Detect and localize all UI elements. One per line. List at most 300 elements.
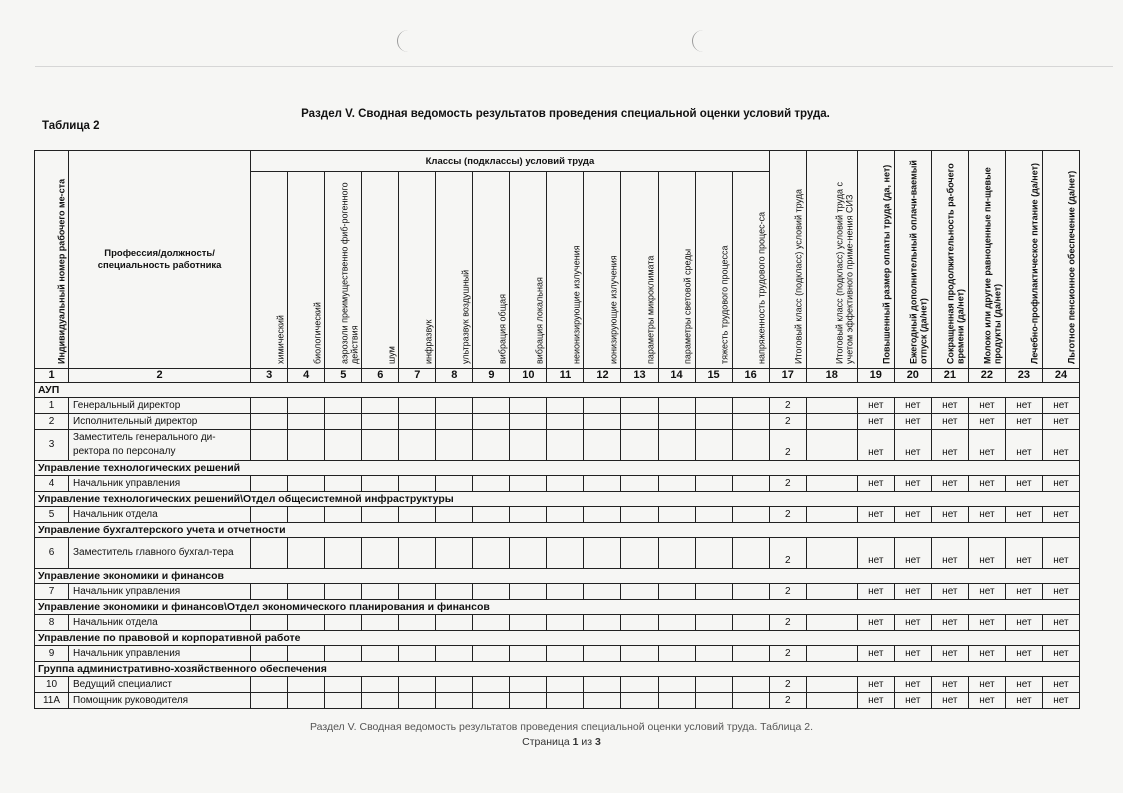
factor-cell — [325, 538, 362, 569]
factor-cell — [732, 615, 769, 631]
factor-cell — [695, 414, 732, 430]
factor-cell — [325, 646, 362, 662]
guarantee-cell: нет — [894, 615, 931, 631]
factor-cell — [547, 507, 584, 523]
factor-cell — [695, 398, 732, 414]
table-row — [35, 507, 1080, 523]
final-class-cell: 2 — [769, 430, 806, 461]
column-number: 6 — [362, 369, 399, 383]
factor-cell — [732, 646, 769, 662]
guarantee-cell: нет — [1042, 507, 1079, 523]
guarantee-cell: нет — [857, 538, 894, 569]
section-title: Управление экономики и финансов\Отдел экономического планирования и финансов — [35, 600, 1080, 615]
page-current: 1 — [572, 736, 579, 748]
section-title: Управление бухгалтерского учета и отчетности — [35, 523, 1080, 538]
col-header-id: Индивидуальный номер рабочего ме-ста — [35, 151, 69, 369]
factor-cell — [621, 476, 658, 492]
table-row — [35, 398, 1080, 414]
col-header-factor: химический — [251, 172, 288, 369]
factor-cell — [621, 538, 658, 569]
guarantee-cell: нет — [1005, 507, 1042, 523]
factor-cell — [547, 538, 584, 569]
guarantee-cell: нет — [1042, 693, 1079, 709]
col-header-factor: тяжесть трудового процесса — [695, 172, 732, 369]
factor-cell — [288, 430, 325, 461]
section-header-row — [35, 383, 1080, 398]
factor-cell — [695, 538, 732, 569]
profession-cell: Ведущий специалист — [69, 677, 251, 693]
column-number: 24 — [1042, 369, 1079, 383]
factor-cell — [362, 398, 399, 414]
factor-cell — [584, 507, 621, 523]
factor-cell — [436, 584, 473, 600]
factor-cell — [695, 615, 732, 631]
column-number: 18 — [806, 369, 857, 383]
factor-cell — [732, 693, 769, 709]
profession-cell: Начальник отдела — [69, 507, 251, 523]
guarantee-cell: нет — [894, 693, 931, 709]
final-class-siz-cell — [806, 398, 857, 414]
guarantee-cell: нет — [857, 615, 894, 631]
factor-cell — [288, 398, 325, 414]
guarantee-cell: нет — [931, 538, 968, 569]
workplace-id: 7 — [35, 584, 69, 600]
factor-cell — [621, 677, 658, 693]
column-number: 8 — [436, 369, 473, 383]
column-number-row — [35, 369, 1080, 383]
factor-cell — [362, 693, 399, 709]
page-heading: Раздел V. Сводная ведомость результатов проведения специальной оценки условий труда. — [301, 108, 830, 120]
guarantee-cell: нет — [894, 414, 931, 430]
guarantee-cell: нет — [968, 538, 1005, 569]
guarantee-cell: нет — [1042, 677, 1079, 693]
factor-cell — [658, 693, 695, 709]
final-class-siz-cell — [806, 693, 857, 709]
guarantee-cell: нет — [857, 677, 894, 693]
guarantee-cell: нет — [857, 507, 894, 523]
page-prefix: Страница — [522, 736, 570, 748]
column-number: 10 — [510, 369, 547, 383]
column-number: 20 — [894, 369, 931, 383]
final-class-cell: 2 — [769, 584, 806, 600]
column-number: 11 — [547, 369, 584, 383]
col-header-factor: шум — [362, 172, 399, 369]
final-class-cell: 2 — [769, 507, 806, 523]
final-class-siz-cell — [806, 615, 857, 631]
guarantee-cell: нет — [857, 398, 894, 414]
factor-cell — [288, 538, 325, 569]
factor-cell — [362, 538, 399, 569]
section-title: Управление по правовой и корпоративной работе — [35, 631, 1080, 646]
col-header-guarantee: Молоко или другие равноценные пи-щевые продукты (да/нет) — [968, 151, 1005, 369]
factor-cell — [695, 646, 732, 662]
factor-cell — [399, 430, 436, 461]
factor-cell — [399, 414, 436, 430]
factor-cell — [436, 538, 473, 569]
final-class-cell: 2 — [769, 398, 806, 414]
profession-cell: Начальник управления — [69, 476, 251, 492]
guarantee-cell: нет — [894, 398, 931, 414]
factor-cell — [399, 584, 436, 600]
column-number: 16 — [732, 369, 769, 383]
factor-cell — [288, 693, 325, 709]
workplace-id: 5 — [35, 507, 69, 523]
factor-cell — [473, 476, 510, 492]
guarantee-cell: нет — [894, 646, 931, 662]
factor-cell — [325, 476, 362, 492]
factor-cell — [362, 507, 399, 523]
column-number: 9 — [473, 369, 510, 383]
factor-cell — [584, 677, 621, 693]
col-header-factor: ионизирующие излучения — [584, 172, 621, 369]
section-header-row — [35, 492, 1080, 507]
workplace-id: 1 — [35, 398, 69, 414]
guarantee-cell: нет — [857, 430, 894, 461]
final-class-siz-cell — [806, 538, 857, 569]
factor-cell — [362, 615, 399, 631]
factor-cell — [547, 615, 584, 631]
factor-cell — [510, 646, 547, 662]
factor-cell — [621, 430, 658, 461]
factor-cell — [325, 693, 362, 709]
factor-cell — [325, 430, 362, 461]
profession-cell: Заместитель генерального ди-ректора по персоналу — [69, 430, 251, 461]
factor-cell — [436, 646, 473, 662]
factor-cell — [547, 414, 584, 430]
factor-cell — [288, 414, 325, 430]
guarantee-cell: нет — [1042, 584, 1079, 600]
col-header-factor: неионизирующие излучения — [547, 172, 584, 369]
factor-cell — [325, 584, 362, 600]
factor-cell — [288, 476, 325, 492]
guarantee-cell: нет — [968, 693, 1005, 709]
guarantee-cell: нет — [1005, 538, 1042, 569]
factor-cell — [658, 615, 695, 631]
section-header-row — [35, 631, 1080, 646]
factor-cell — [732, 507, 769, 523]
factor-cell — [473, 398, 510, 414]
col-header-final-class: Итоговый класс (подкласс) условий труда — [769, 151, 806, 369]
guarantee-cell: нет — [857, 646, 894, 662]
guarantee-cell: нет — [1042, 414, 1079, 430]
guarantee-cell: нет — [931, 677, 968, 693]
factor-cell — [251, 398, 288, 414]
page-total: 3 — [595, 736, 601, 748]
factor-cell — [399, 507, 436, 523]
factor-cell — [436, 615, 473, 631]
column-number: 12 — [584, 369, 621, 383]
guarantee-cell: нет — [1042, 430, 1079, 461]
factor-cell — [658, 414, 695, 430]
factor-cell — [658, 507, 695, 523]
col-header-factor: вибрация локальная — [510, 172, 547, 369]
section-header-row — [35, 569, 1080, 584]
col-header-factor: напряженность трудового процес-са — [732, 172, 769, 369]
section-header-row — [35, 600, 1080, 615]
workplace-id: 10 — [35, 677, 69, 693]
factor-cell — [547, 476, 584, 492]
guarantee-cell: нет — [931, 646, 968, 662]
column-number: 3 — [251, 369, 288, 383]
factor-cell — [732, 677, 769, 693]
final-class-siz-cell — [806, 646, 857, 662]
guarantee-cell: нет — [1005, 677, 1042, 693]
factor-cell — [436, 476, 473, 492]
table-row — [35, 414, 1080, 430]
factor-cell — [732, 398, 769, 414]
section-title: АУП — [35, 383, 1080, 398]
col-header-profession: Профессия/должность/ специальность работника — [69, 151, 251, 369]
guarantee-cell: нет — [1005, 414, 1042, 430]
section-title: Управление технологических решений — [35, 461, 1080, 476]
table-row — [35, 584, 1080, 600]
factor-cell — [621, 507, 658, 523]
factor-cell — [251, 476, 288, 492]
factor-cell — [584, 693, 621, 709]
factor-cell — [473, 430, 510, 461]
profession-cell: Заместитель главного бухгал-тера — [69, 538, 251, 569]
page-sep: из — [581, 736, 593, 748]
factor-cell — [732, 584, 769, 600]
factor-cell — [584, 615, 621, 631]
column-number: 4 — [288, 369, 325, 383]
factor-cell — [473, 646, 510, 662]
factor-cell — [473, 414, 510, 430]
factor-cell — [436, 693, 473, 709]
guarantee-cell: нет — [1042, 476, 1079, 492]
section-title: Группа административно-хозяйственного обеспечения — [35, 662, 1080, 677]
column-number: 2 — [69, 369, 251, 383]
factor-cell — [288, 646, 325, 662]
guarantee-cell: нет — [968, 476, 1005, 492]
factor-cell — [325, 507, 362, 523]
guarantee-cell: нет — [968, 507, 1005, 523]
factor-cell — [732, 476, 769, 492]
factor-cell — [695, 507, 732, 523]
column-number: 21 — [931, 369, 968, 383]
factor-cell — [251, 414, 288, 430]
factor-cell — [510, 615, 547, 631]
factor-cell — [510, 507, 547, 523]
workplace-id: 6 — [35, 538, 69, 569]
guarantee-cell: нет — [968, 430, 1005, 461]
factor-cell — [251, 430, 288, 461]
section-title: Управление технологических решений\Отдел общесистемной инфраструктуры — [35, 492, 1080, 507]
factor-cell — [658, 584, 695, 600]
factor-cell — [399, 538, 436, 569]
profession-cell: Помощник руководителя — [69, 693, 251, 709]
factor-cell — [695, 677, 732, 693]
column-number: 23 — [1005, 369, 1042, 383]
table-row — [35, 677, 1080, 693]
factor-cell — [399, 677, 436, 693]
factor-cell — [547, 584, 584, 600]
guarantee-cell: нет — [894, 476, 931, 492]
final-class-cell: 2 — [769, 615, 806, 631]
guarantee-cell: нет — [968, 584, 1005, 600]
final-class-siz-cell — [806, 414, 857, 430]
col-header-guarantee: Сокращенная продолжительность ра-бочего времени (да/нет) — [931, 151, 968, 369]
factor-cell — [399, 615, 436, 631]
factor-cell — [547, 693, 584, 709]
factor-cell — [510, 430, 547, 461]
final-class-siz-cell — [806, 476, 857, 492]
col-header-factor: инфразвук — [399, 172, 436, 369]
factor-cell — [658, 646, 695, 662]
factor-cell — [510, 398, 547, 414]
workplace-id: 9 — [35, 646, 69, 662]
factor-cell — [473, 538, 510, 569]
guarantee-cell: нет — [894, 507, 931, 523]
guarantee-cell: нет — [1005, 476, 1042, 492]
factor-cell — [399, 476, 436, 492]
workplace-id: 4 — [35, 476, 69, 492]
factor-cell — [362, 677, 399, 693]
guarantee-cell: нет — [931, 398, 968, 414]
factor-cell — [288, 507, 325, 523]
fold-line — [35, 66, 1113, 67]
factor-cell — [658, 538, 695, 569]
factor-cell — [584, 414, 621, 430]
factor-cell — [436, 398, 473, 414]
factor-cell — [547, 677, 584, 693]
guarantee-cell: нет — [894, 584, 931, 600]
guarantee-cell: нет — [968, 646, 1005, 662]
final-class-cell: 2 — [769, 646, 806, 662]
factor-cell — [732, 430, 769, 461]
section-header-row — [35, 523, 1080, 538]
factor-cell — [695, 693, 732, 709]
section-header-row — [35, 461, 1080, 476]
factor-cell — [325, 615, 362, 631]
factor-cell — [658, 398, 695, 414]
table-row — [35, 538, 1080, 569]
workplace-id: 3 — [35, 430, 69, 461]
col-header-factor: ультразвук воздушный — [436, 172, 473, 369]
final-class-cell: 2 — [769, 414, 806, 430]
factor-cell — [362, 476, 399, 492]
factor-cell — [695, 476, 732, 492]
final-class-cell: 2 — [769, 476, 806, 492]
section-header-row — [35, 662, 1080, 677]
guarantee-cell: нет — [857, 584, 894, 600]
factor-cell — [251, 584, 288, 600]
guarantee-cell: нет — [894, 538, 931, 569]
factor-cell — [510, 476, 547, 492]
factor-cell — [584, 646, 621, 662]
factor-cell — [362, 414, 399, 430]
factor-cell — [325, 677, 362, 693]
factor-cell — [288, 615, 325, 631]
column-number: 1 — [35, 369, 69, 383]
guarantee-cell: нет — [1005, 615, 1042, 631]
guarantee-cell: нет — [931, 693, 968, 709]
factor-cell — [584, 538, 621, 569]
punch-hole-mark — [692, 30, 705, 52]
page-footer — [0, 720, 1123, 750]
guarantee-cell: нет — [894, 677, 931, 693]
col-header-guarantee: Повышенный размер оплаты труда (да, нет) — [857, 151, 894, 369]
guarantee-cell: нет — [857, 414, 894, 430]
factor-cell — [510, 677, 547, 693]
factor-cell — [251, 507, 288, 523]
profession-cell: Исполнительный директор — [69, 414, 251, 430]
guarantee-cell: нет — [1042, 398, 1079, 414]
column-number: 13 — [621, 369, 658, 383]
factor-cell — [473, 677, 510, 693]
column-number: 17 — [769, 369, 806, 383]
factor-cell — [473, 615, 510, 631]
factor-cell — [547, 646, 584, 662]
factor-cell — [695, 430, 732, 461]
factor-cell — [399, 693, 436, 709]
factor-cell — [584, 398, 621, 414]
final-class-cell: 2 — [769, 538, 806, 569]
factor-cell — [399, 398, 436, 414]
profession-cell: Начальник управления — [69, 584, 251, 600]
workplace-id: 2 — [35, 414, 69, 430]
profession-cell: Начальник отдела — [69, 615, 251, 631]
factor-cell — [362, 430, 399, 461]
factor-cell — [436, 507, 473, 523]
factor-cell — [251, 646, 288, 662]
column-number: 22 — [968, 369, 1005, 383]
guarantee-cell: нет — [1042, 646, 1079, 662]
guarantee-cell: нет — [894, 430, 931, 461]
factor-cell — [658, 430, 695, 461]
factor-cell — [621, 646, 658, 662]
factor-cell — [732, 538, 769, 569]
factor-cell — [251, 677, 288, 693]
factor-cell — [584, 584, 621, 600]
guarantee-cell: нет — [1005, 430, 1042, 461]
factor-cell — [399, 646, 436, 662]
factor-cell — [251, 538, 288, 569]
table-row — [35, 430, 1080, 461]
factor-cell — [473, 507, 510, 523]
factor-cell — [325, 398, 362, 414]
final-class-siz-cell — [806, 430, 857, 461]
factor-cell — [436, 414, 473, 430]
table-row — [35, 646, 1080, 662]
table-row — [35, 476, 1080, 492]
factor-cell — [621, 398, 658, 414]
factor-cell — [732, 414, 769, 430]
guarantee-cell: нет — [857, 476, 894, 492]
factor-cell — [658, 677, 695, 693]
table-row — [35, 615, 1080, 631]
column-number: 19 — [857, 369, 894, 383]
guarantee-cell: нет — [1005, 398, 1042, 414]
factor-cell — [473, 584, 510, 600]
factor-cell — [251, 693, 288, 709]
factor-cell — [510, 538, 547, 569]
col-header-factor: параметры световой среды — [658, 172, 695, 369]
factor-cell — [251, 615, 288, 631]
guarantee-cell: нет — [1005, 693, 1042, 709]
final-class-cell: 2 — [769, 677, 806, 693]
guarantee-cell: нет — [857, 693, 894, 709]
factor-cell — [436, 430, 473, 461]
guarantee-cell: нет — [931, 584, 968, 600]
factor-cell — [584, 476, 621, 492]
factor-cell — [621, 584, 658, 600]
factor-cell — [362, 646, 399, 662]
factor-cell — [510, 414, 547, 430]
guarantee-cell: нет — [931, 507, 968, 523]
col-header-factor: вибрация общая — [473, 172, 510, 369]
table-row — [35, 693, 1080, 709]
